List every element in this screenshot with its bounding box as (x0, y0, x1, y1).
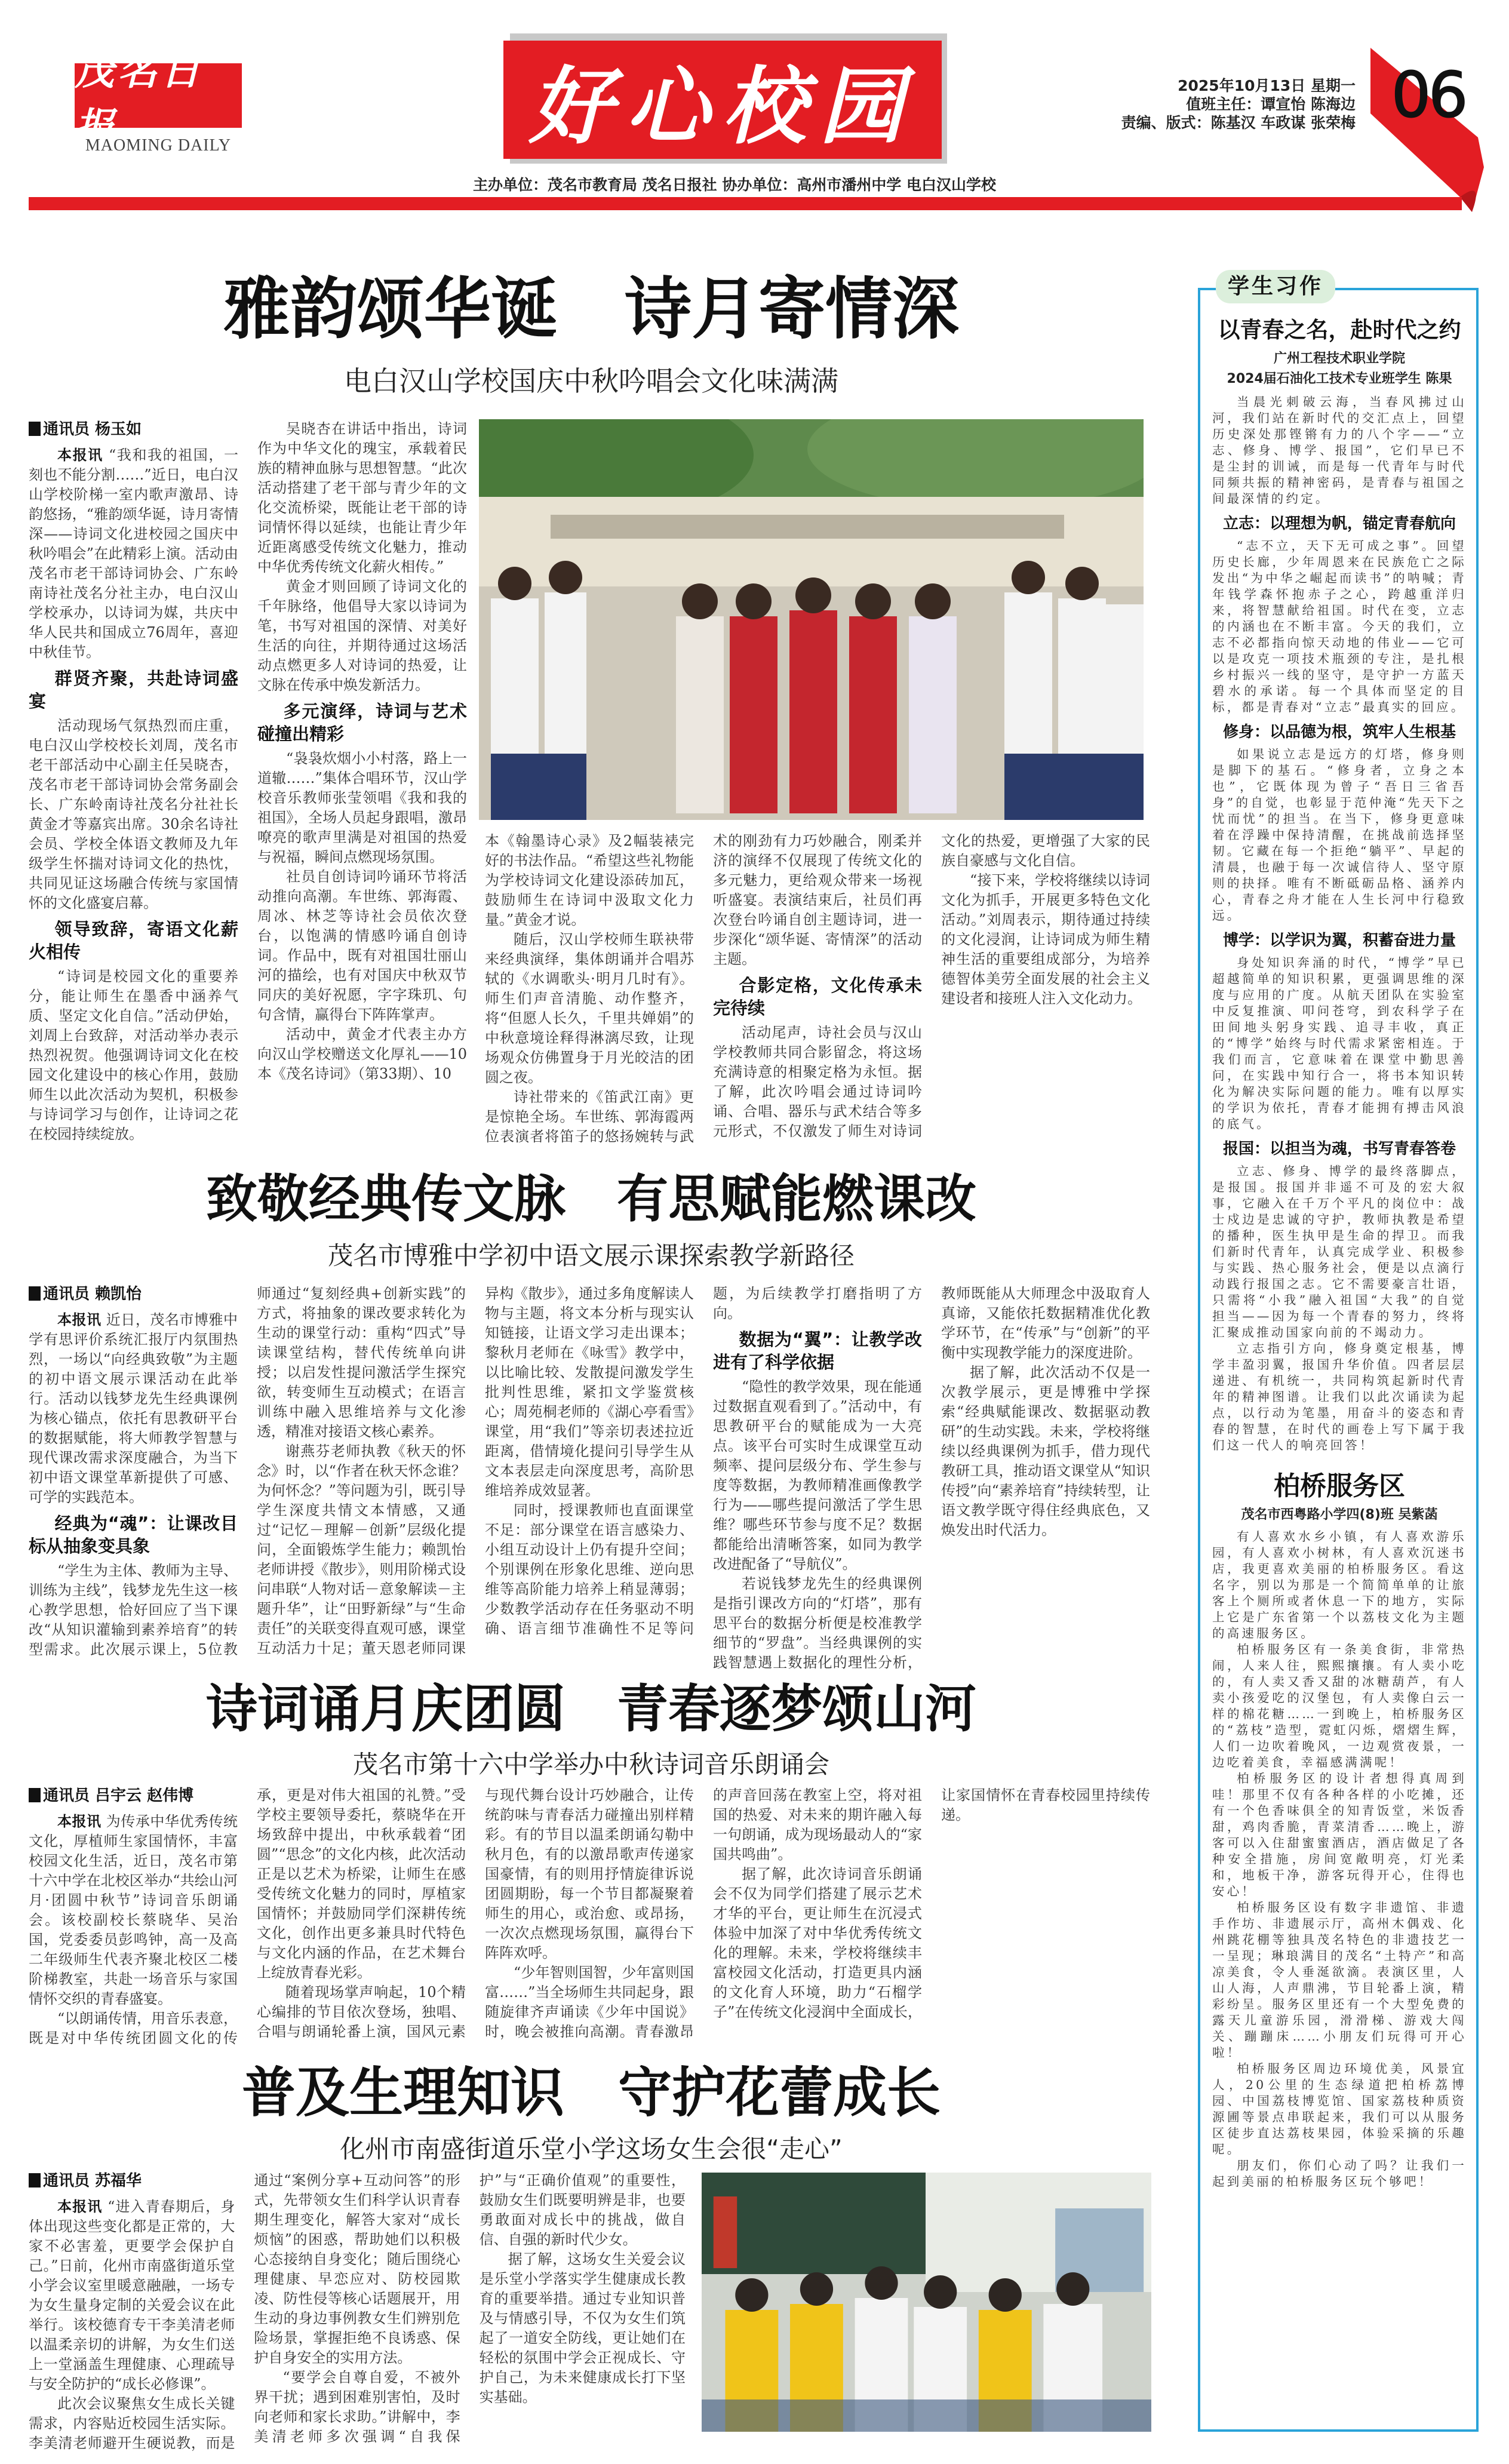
paragraph: 同时，授课教师也直面课堂不足：部分课堂在语言感染力、小组互动设计上仍有提升空间；个别课例在形象化思维、逆向思维等高阶能力培养上稍显薄弱；少数教学活动存在任务驱动不明确、语言细节准确性不足等问题，为后续教学打磨指明了方向。 (485, 1285, 922, 1637)
student-writing-tab: 学生习作 (1216, 270, 1335, 303)
article4-subtitle: 化州市南盛街道乐堂小学这场女生会很“走心” (340, 2134, 843, 2164)
paragraph: 柏桥服务区有一条美食街，非常热闹，人来人往，熙熙攘攘。有人卖小吃的，有人卖又香又甜的冰糖葫芦，有人卖小孩爱吃的汉堡包，有人卖像白云一样的棉花糖……一到晚上，柏桥服务区的“荔枝”造型，霓虹闪烁，熠熠生辉，人们一边吹着晚风，一边观赏夜景，一边吃着美食，幸福感满满呢！ (1212, 1642, 1467, 1769)
paragraph: 柏桥服务区周边环境优美，风景宜人，20公里的生态绿道把柏桥荔博园、中国荔枝博览馆、国家荔枝种质资源圃等景点串联起来，我们可以从服务区徒步直达荔枝果园，体验采摘的乐趣呢。 (1212, 2061, 1467, 2156)
paragraph: 社员自创诗词吟诵环节将活动推向高潮。车世练、郭海霞、周冰、林芝等诗社会员依次登台，以饱满的情感吟诵自创诗词。作品中，既有对祖国壮丽山河的描绘，也有对国庆中秋双节同庆的美好祝愿，字字珠玑、句句含情，赢得台下阵阵掌声。 (257, 868, 467, 1023)
article3-subtitle: 茂名市第十六中学举办中秋诗词音乐朗诵会 (352, 1750, 829, 1779)
byline-square-icon (29, 1286, 41, 1301)
subheading: 经典为“魂”：让课改目标从抽象变具象 (29, 1513, 238, 1556)
subheading: 合影定格，文化传承未完待续 (713, 975, 922, 1018)
byline-text: 通讯员 苏福华 (43, 2172, 142, 2190)
article2-body (29, 1284, 1150, 1673)
paragraph: 朋友们，你们心动了吗？让我们一起到美丽的柏桥服务区玩个够吧！ (1212, 2158, 1467, 2189)
duty-editor: 值班主任：谭宣怡 陈海边 (1186, 96, 1356, 113)
article4-body (29, 2171, 686, 2460)
byline-square-icon (29, 422, 41, 436)
byline-text: 通讯员 杨玉如 (43, 420, 142, 438)
paragraph-text: “进入青春期后，身体出现这些变化都是正常的，大家不必害羞，更要学会保护自己。”日前，化州市南盛街道乐堂小学会议室里暖意融融，一场专为女生量身定制的关爱会议在此举行。该校德育专干李美清老师以温柔亲切的讲解，为女生们送上一堂涵盖生理健康、心理疏导与安全防护的“成长必修课”。 (29, 2198, 235, 2392)
headline-part: 雅韵颂华诞 (223, 270, 558, 348)
paragraph: 黄金才则回顾了诗词文化的千年脉络，他倡导大家以诗词为笔，书写对祖国的深情、对美好生活的向往，并期待通过这场活动点燃更多人对诗词的热爱，让文脉在传承中焕发新活力。 (257, 578, 467, 693)
header-rule (29, 197, 1462, 210)
lead-label: 本报讯 (57, 447, 103, 463)
paragraph: “少年智则国智，少年富则国富……”当全场师生共同起身，跟随旋律齐声诵读《少年中国说》时，晚会被推向高潮。青春激昂的声音回荡在教室上空，将对祖国的热爱、对未来的期许融入每一句朗诵，成为现场最动人的“家国共鸣曲”。 (485, 1787, 922, 2040)
page-number: 06 (1391, 59, 1466, 131)
article3-headline (179, 1679, 1003, 1739)
page-editors: 责编、版式：陈基汉 车政谋 张荣梅 (1121, 114, 1356, 131)
headline-part: 致敬经典传文脉 (206, 1169, 566, 1229)
paragraph: “以朗诵传情，用音乐表意，既是对中华传统团圆文化的传承，更是对伟大祖国的礼赞。”受学校主要领导委托，蔡晓华在开场致辞中提出，中秋承载着“团圆”“思念”的文化内核，此次活动正是以艺术为桥梁，让师生在感受传统文化魅力的同时，厚植家国情怀；并鼓励同学们深耕传统文化，创作出更多兼具时代特色与文化内涵的作品，在艺术舞台上绽放青春光彩。 (29, 1787, 466, 2047)
byline (29, 419, 238, 440)
byline-square-icon (29, 1788, 41, 1802)
paragraph: 活动现场气氛热烈而庄重，电白汉山学校校长刘周，茂名市老干部活动中心副主任吴晓杏，茂名市老干部诗词协会常务副会长、广东岭南诗社茂名分社社长黄金才等嘉宾出席。30余名诗社会员、学校全体语文教师及九年级学生怀揣对诗词文化的热忱，共同见证这场融合传统与家国情怀的文化盛宴启幕。 (29, 717, 238, 911)
lead-label: 本报讯 (57, 1311, 102, 1328)
paragraph: 谢燕芬老师执教《秋天的怀念》时，以“作者在秋天怀念谁？为何怀念？”等问题为引，既引导学生深度共情文本情感，又通过“记忆－理解－创新”层级化提问，全面锻炼学生能力；赖凯怡老师讲授《散步》，则用阶梯式设问串联“人物对话－意象解读－主题升华”，让“田野新绿”与“生命责任”的关联变得直观可感，课堂互动活力十足；董天恩老师同课异构《散步》，通过多角度解读人物与主题，将文本分析与现实认知链接，让语文学习走出课本；黎秋月老师在《咏雪》教学中，以比喻比较、发散提问激发学生批判性思维，紧扣文学鉴赏核心；周苑桐老师的《湖心亭看雪》课堂，用“我们”等亲切表述拉近距离，借情境化提问引导学生从文本表层走向深度思考，高阶思维培养成效显著。 (257, 1285, 694, 1657)
essay2-title: 柏桥服务区 (1274, 1471, 1405, 1501)
paragraph-text: 近日，茂名市博雅中学有思评价系统汇报厅内氛围热烈，一场以“向经典致敬”为主题的初中语文展示课活动在此举行。活动以钱梦龙先生经典课例为核心锚点，依托有思教研平台的数据赋能，将大师教学智慧与现代课改需求深度融合，为当下初中语文课堂革新提供了可感、可学的实践范本。 (29, 1311, 238, 1506)
paragraph: 柏桥服务区的设计者想得真周到哇！那里不仅有各种各样的小吃摊，还有一个色香味俱全的知青饭堂，米饭香甜，鸡肉香脆，青菜清香……晚上，游客可以入住甜蜜蜜酒店，酒店做足了各种安全措施，房间宽敞明亮，灯光柔和，地板干净，游客玩得开心，住得也安心！ (1212, 1771, 1467, 1898)
paragraph: 活动中，黄金才代表主办方向汉山学校赠送文化厚礼——10本《茂名诗词》（第33期）、10 (257, 1026, 467, 1082)
student-writing-content (1212, 311, 1467, 2425)
paragraph: 有人喜欢水乡小镇，有人喜欢游乐园，有人喜欢小树林，有人喜欢沉迷书店，我更喜欢美丽的柏桥服务区。看这名字，别以为那是一个简简单单的让旅客上个厕所或者休息一下的地方，实际上它是广东省第一个以荔枝文化为主题的高速服务区。 (1212, 1529, 1467, 1640)
article1-body-right (485, 831, 1150, 1159)
paragraph: “志不立，天下无可成之事”。回望历史长廊，少年周恩来在民族危亡之际发出“为中华之崛起而读书”的呐喊；青年钱学森怀抱赤子之心，跨越重洋归来，将智慧献给祖国。时代在变，立志的内涵也在不断丰富。今天的我们，立志不必都指向惊天动地的伟业——它可以是攻克一项技术瓶颈的专注，是扎根乡村振兴一线的坚守，是守护一方蓝天碧水的承诺。每一个具体而坚定的目标，都是青春对“立志”最真实的回应。 (1212, 539, 1467, 714)
paragraph (29, 1310, 238, 1507)
essay2-body (1212, 1529, 1467, 2190)
paragraph-text: “我和我的祖国，一刻也不能分割……”近日，电白汉山学校阶梯一室内歌声激昂、诗韵悠扬，“雅韵颂华诞，诗月寄情深——诗词文化进校园之国庆中秋吟唱会”在此精彩上演。活动由茂名市老干部诗词协会、广东岭南诗社茂名分社主办，电白汉山学校承办，以诗词为媒，共庆中华人民共和国成立76周年，喜迎中秋佳节。 (29, 447, 238, 660)
byline-text: 通讯员 赖凯怡 (43, 1285, 142, 1303)
paragraph (29, 2197, 235, 2394)
byline-square-icon (29, 2173, 41, 2188)
article2-subtitle: 茂名市博雅中学初中语文展示课探索教学新路径 (327, 1241, 855, 1270)
article1-subtitle: 电白汉山学校国庆中秋吟唱会文化味满满 (344, 365, 838, 397)
article4-photo (702, 2173, 1151, 2432)
paragraph (29, 446, 238, 662)
logo-text: 茂名日报 (75, 47, 204, 150)
headline-part: 守护花蕾成长 (618, 2061, 941, 2124)
subheading: 群贤齐聚，共赴诗词盛宴 (29, 668, 238, 711)
paragraph: 据了解，此次活动不仅是一次教学展示，更是博雅中学探索“经典赋能课改、数据驱动教研”的生动实践。未来，学校将继续以经典课例为抓手，借力现代教研工具，推动语文课堂从“知识传授”向“素养培育”持续转型，让语文教学既守得住经典底色，又焕发出时代活力。 (941, 1364, 1150, 1538)
paragraph: 柏桥服务区设有数字非遗馆、非遗手作坊、非遗展示厅，高州木偶戏、化州跳花棚等独具茂名特色的非遗技艺一一呈现；琳琅满目的茂名“土特产”和高凉美食，令人垂涎欲滴。表演区里，人山人海，人声鼎沸，节目轮番上演，精彩纷呈。服务区里还有一个大型免费的露天儿童游乐园，滑滑梯、游戏大闯关、蹦蹦床……小朋友们玩得可开心啦！ (1212, 1900, 1467, 2060)
paragraph (29, 1812, 238, 2009)
essay2-author: 茂名市西粤路小学四(8)班 吴紫菡 (1241, 1507, 1438, 1522)
logo-english: MAOMING DAILY (85, 136, 232, 155)
issue-date: 2025年10月13日 星期一 (1178, 77, 1356, 94)
headline-part: 诗月寄情深 (625, 270, 959, 348)
paragraph: 身处知识奔涌的时代，“博学”早已超越简单的知识积累，更强调思维的深度与应用的广度。从航天团队在实验室中反复推演、叩问苍穹，到农科学子在田间地头躬身实践、追寻丰收，真正的“博学”始终与时代需求紧密相连。于我们而言，它意味着在课堂中勤思善问，在实践中知行合一，将书本知识转化为解决实际问题的能力。唯有以厚实的学识为依托，青春才能拥有搏击风浪的底气。 (1212, 956, 1467, 1131)
section-title: 好心校园 (528, 57, 916, 156)
paragraph: “学生为主体、教师为主导、训练为主线”，钱梦龙先生这一核心教学思想，恰好回应了当下课改“从知识灌输到素养培育”的转型需求。此次展示课上，5位教师通过“复刻经典+创新实践”的方式，将抽象的课改要求转化为生动的课堂行动：重构“四式”导读课堂结构，替代传统单向讲授；以启发性提问激活学生探究欲，转变师生互动模式；在语言训练中融入思维培养与文化渗透，精准对接语文核心素养。 (29, 1285, 466, 1658)
paragraph: 当晨光刺破云海，当春风拂过山河，我们站在新时代的交汇点上，回望历史深处那铿锵有力的八个字——“立志、修身、博学、报国”，它们早已不是尘封的训诫，而是每一代青年与时代同频共振的精神密码，是青春与祖国之间最深情的约定。 (1212, 395, 1467, 506)
paragraph: 随着现场掌声响起，10个精心编排的节目依次登场，独唱、合唱与朗诵轮番上演，国风元素与现代舞台设计巧妙融合，让传统韵味与青春活力碰撞出别样精彩。有的节目以温柔朗诵勾勒中秋月色，有的以激昂歌声传递家国豪情，有的则用抒情旋律诉说团圆期盼，每一个节目都凝聚着师生的用心，或治愈、或昂扬，一次次点燃现场氛围，赢得台下阵阵欢呼。 (257, 1787, 694, 2040)
paragraph: 本《翰墨诗心录》及2幅装裱完好的书法作品。“希望这些礼物能为学校诗词文化建设添砖加瓦，鼓励师生在诗词中汲取文化力量。”黄金才说。 (485, 832, 694, 928)
paragraph-text: 为传承中华优秀传统文化，厚植师生家国情怀，丰富校园文化生活，近日，茂名市第十六中学在北校区举办“共绘山河月·团圆中秋节”诗词音乐朗诵会。该校副校长蔡晓华、吴治国，党委委员彭鸣钟，高一及高二年级师生代表齐聚北校区二楼阶梯教室，共赴一场音乐与家国情怀交织的青春盛宴。 (29, 1813, 238, 2007)
byline (29, 1786, 238, 1806)
subheading: 数据为“翼”：让教学改进有了科学依据 (713, 1329, 922, 1372)
subheading: 修身：以品德为根，筑牢人生根基 (1222, 723, 1456, 741)
paragraph: “接下来，学校将继续以诗词文化为抓手，开展更多特色文化活动。”刘周表示，期待通过持续的文化浸润，让诗词成为师生精神生活的重要组成部分，为培养德智体美劳全面发展的社会主义建设者和接班人注入文化动力。 (941, 872, 1150, 1007)
headline-part: 有思赋能燃课改 (617, 1169, 976, 1229)
byline-text: 通讯员 吕宇云 赵伟博 (43, 1787, 194, 1805)
subheading: 多元演绎，诗词与艺术碰撞出精彩 (257, 701, 467, 744)
paragraph: 随后，汉山学校师生联袂带来经典演绎，集体朗诵并合唱苏轼的《水调歌头·明月几时有》。师生们声音清脆、动作整齐，将“但愿人长久，千里共婵娟”的中秋意境诠释得淋漓尽致，让现场观众仿佛置身于月光皎洁的团圆之夜。 (485, 931, 694, 1086)
paragraph: 吴晓杏在讲话中指出，诗词作为中华文化的瑰宝，承载着民族的精神血脉与思想智慧。“此次活动搭建了老干部与青少年的文化交流桥梁，既能让老干部的诗词情怀得以延续，也能让青少年近距离感受传统文化魅力，推动中华优秀传统文化薪火相传。” (257, 420, 467, 575)
article4-headline (179, 2061, 1003, 2124)
paragraph: 如果说立志是远方的灯塔，修身则是脚下的基石。“修身者，立身之本也”，它既体现为曾子“吾日三省吾身”的自觉，也彰显于范仲淹“先天下之忧而忧”的担当。在当下，修身更意味着在浮躁中保持清醒，在挑战前选择坚韧。它藏在每一个拒绝“躺平”、早起的清晨，也融于每一次诚信待人、坚守原则的抉择。唯有不断砥砺品格、涵养内心，青春之舟才能在人生长河中行稳致远。 (1212, 747, 1467, 923)
article1-photo (479, 419, 1144, 820)
paragraph: 诗社带来的《笛武江南》更是惊艳全场。车世练、郭海霞两位表演者将笛子的悠扬婉转与武术的刚劲有力巧妙融合，刚柔并济的演绎不仅展现了传统文化的多元魅力，更给观众带来一场视听盛宴。表演结束后，社员们再次登台吟诵自创主题诗词，进一步深化“颂华诞、寄情深”的活动主题。 (485, 832, 922, 1145)
paragraph: “要学会自尊自爱，不被外界干扰；遇到困难别害怕，及时向老师和家长求助。”讲解中，李美清老师多次强调“自我保护”与“正确价值观”的重要性，鼓励女生们既要明辨是非，也要勇敢面对成长中的挑战，做自信、自强的新时代少女。 (254, 2172, 686, 2445)
headline-part: 诗词诵月庆团圆 (206, 1679, 566, 1739)
subheading: 报国：以担当为魂，书写青春答卷 (1222, 1140, 1456, 1158)
paragraph: 此次会议聚焦女生成长关键需求，内容贴近校园生活实际。李美清老师避开生硬说教，而是通过“案例分享+互动问答”的形式，先带领女生们科学认识青春期生理变化，解答大家对“成长烦恼”的困惑，帮助她们以积极心态接纳自身变化；随后围绕心理健康、早恋应对、防校园欺凌、防性侵等核心话题展开，用生动的身边事例教女生们辨别危险场景，掌握拒绝不良诱惑、保护自身安全的实用方法。 (29, 2172, 460, 2451)
essay1-title: 以青春之名，赴时代之约 (1218, 317, 1461, 343)
article2-headline (179, 1169, 1003, 1229)
issue-info (1111, 76, 1356, 132)
article1-headline (179, 268, 1003, 351)
lead-label: 本报讯 (57, 2198, 103, 2215)
headline-part: 普及生理知识 (242, 2061, 564, 2124)
subheading: 博学：以学识为翼，积蓄奋进力量 (1222, 932, 1456, 950)
paragraph: 活动尾声，诗社会员与汉山学校教师共同合影留念，将这场充满诗意的相聚定格为永恒。据了解，此次吟唱会通过诗词吟诵、合唱、器乐与武术结合等多元形式，不仅激发了师生对诗词文化的热爱，更增强了大家的民族自豪感与文化自信。 (713, 832, 1150, 1139)
sponsors-line: 主办单位：茂名市教育局 茂名日报社 协办单位：高州市潘州中学 电白汉山学校 (472, 176, 997, 193)
paragraph: “隐性的教学效果，现在能通过数据直观看到了。”活动中，有思教研平台的赋能成为一大亮点。该平台可实时生成课堂互动频率、提问层级分布、学生参与度等数据，为教师精准画像教学行为——哪些提问激活了学生思维？哪些环节参与度不足？数据都能给出清晰答案，如同为教学改进配备了“导航仪”。 (713, 1378, 922, 1572)
lead-label: 本报讯 (57, 1813, 102, 1830)
paragraph: “诗词是校园文化的重要养分，能让师生在墨香中涵养气质、坚定文化自信。”活动伊始，刘周上台致辞，对活动举办表示热烈祝贺。他强调诗词文化在校园文化建设中的核心作用，鼓励师生以此次活动为契机，积极参与诗词学习与创作，让诗词之花在校园持续绽放。 (29, 968, 238, 1142)
section-banner (503, 41, 942, 159)
paragraph: 据了解，此次诗词音乐朗诵会不仅为同学们搭建了展示艺术才华的平台，更让师生在沉浸式体验中加深了对中华优秀传统文化的理解。未来，学校将继续丰富校园文化活动，打造更具内涵的文化育人环境，助力“石榴学子”在传统文化浸润中全面成长，让家国情怀在青春校园里持续传递。 (713, 1787, 1150, 2020)
byline (29, 2171, 235, 2191)
paragraph: 立志指引方向，修身奠定根基，博学丰盈羽翼，报国升华价值。四者层层递进、有机统一，共同构筑起新时代青年的精神图谱。让我们以此次诵读为起点，以行动为笔墨，用奋斗的姿态和青春的智慧，在时代的画卷上写下属于我们这一代人的响亮回答！ (1212, 1341, 1467, 1452)
byline (29, 1284, 238, 1304)
essay1-body (1212, 394, 1467, 1454)
headline-part: 青春逐梦颂山河 (617, 1679, 976, 1739)
paragraph: 据了解，这场女生关爱会议是乐堂小学落实学生健康成长教育的重要举措。通过专业知识普及与情感引导，不仅为女生们筑起了一道安全防线，更让她们在轻松的氛围中学会正视成长、守护自己，为未来健康成长打下坚实基础。 (479, 2251, 686, 2405)
paragraph: “袅袅炊烟小小村落，路上一道辙……”集体合唱环节，汉山学校音乐教师张莹领唱《我和我的祖国》，全场人员起身跟唱，激昂嘹亮的歌声里满是对祖国的热爱与祝福，瞬间点燃现场氛围。 (257, 750, 467, 865)
essay1-school: 广州工程技术职业学院 (1273, 351, 1405, 366)
essay1-author: 2024届石油化工技术专业班学生 陈果 (1227, 371, 1452, 386)
subheading: 立志：以理想为帆，锚定青春航向 (1222, 515, 1456, 533)
article3-body (29, 1786, 1150, 2056)
paragraph: 立志、修身、博学的最终落脚点，是报国。报国并非遥不可及的宏大叙事，它融入在千万个平凡的岗位中：战士戍边是忠诚的守护，教师执教是希望的播种，医生执甲是生命的捍卫。而我们新时代青年，认真完成学业、积极参与实践、热心服务社会，便是以点滴行动践行报国之志。它不需要豪言壮语，只需将“小我”融入祖国“大我”的自觉担当——因为每一个青春的努力，终将汇聚成推动国家向前的不竭动力。 (1212, 1164, 1467, 1339)
subheading: 领导致辞，寄语文化薪火相传 (29, 919, 238, 962)
paragraph: 若说钱梦龙先生的经典课例是指引课改方向的“灯塔”，那有思平台的数据分析便是校准教学细节的“罗盘”。当经典课例的实践智慧遇上数据化的理性分析，教师既能从大师理念中汲取育人真谛，又能依托数据精准优化教学环节，在“传承”与“创新”的平衡中实现教学能力的深度进阶。 (713, 1285, 1150, 1671)
article1-body-left (29, 419, 467, 1159)
